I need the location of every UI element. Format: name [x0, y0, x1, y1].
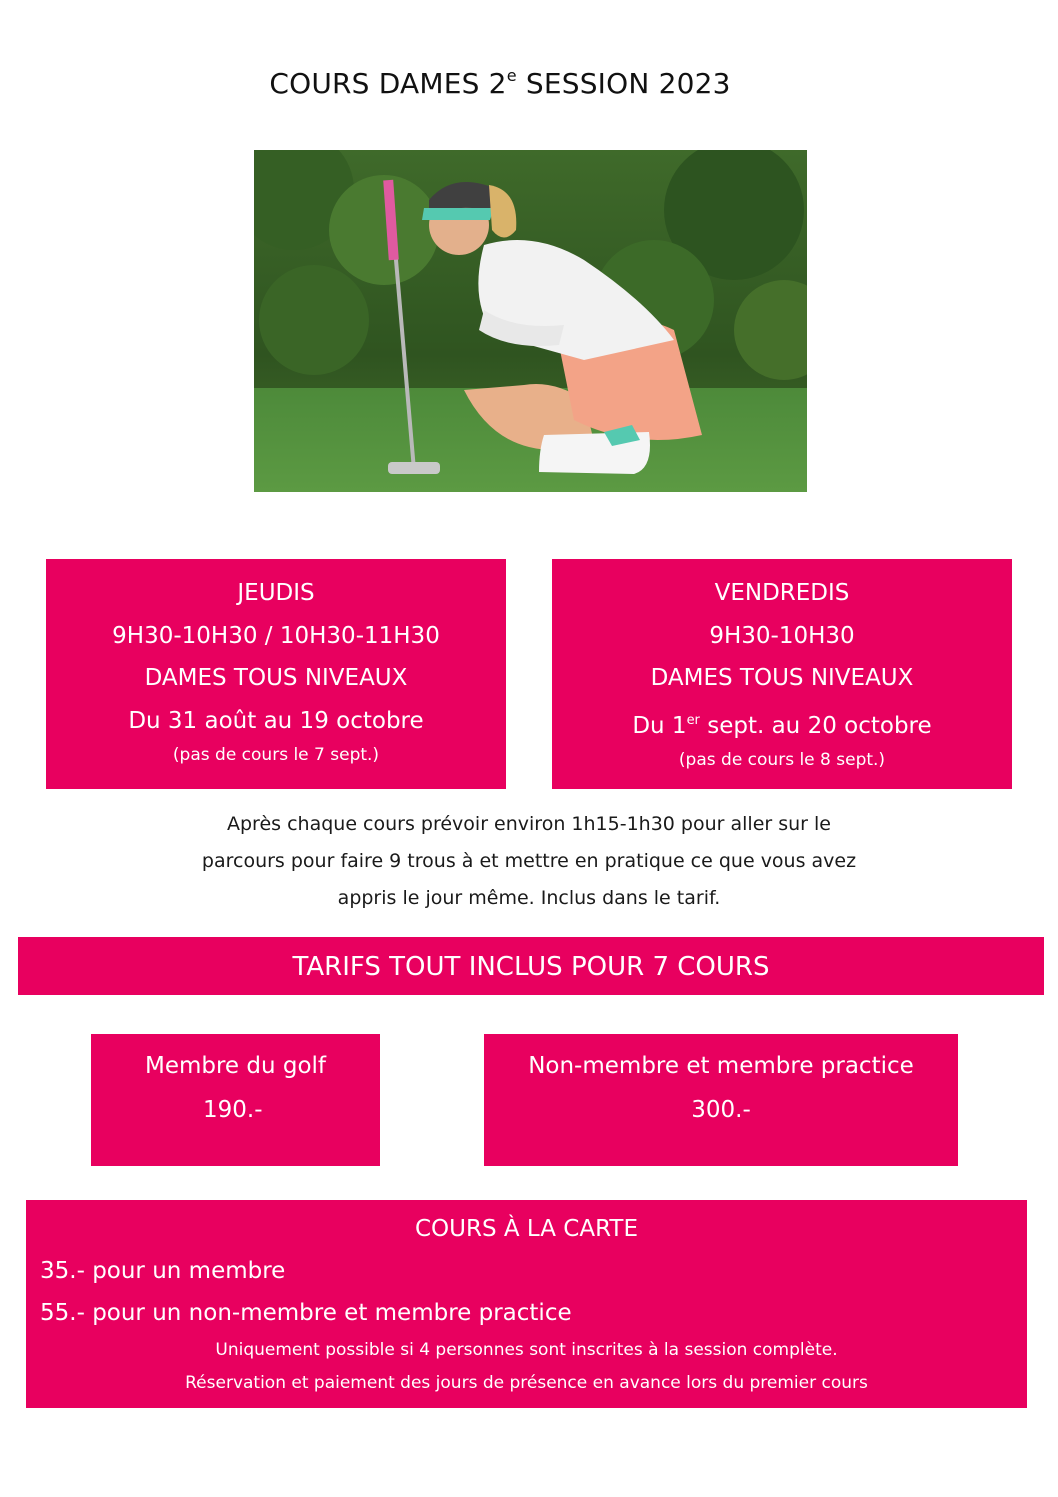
friday-dates: Du 1er sept. au 20 octobre: [632, 712, 932, 739]
friday-level: DAMES TOUS NIVEAUX: [650, 665, 914, 691]
thursday-dates: Du 31 août au 19 octobre: [128, 707, 424, 734]
friday-note: (pas de cours le 8 sept.): [678, 750, 886, 770]
thursday-hours: 9H30-10H30 / 10H30-11H30: [112, 622, 440, 649]
member-price-value: 190.-: [203, 1097, 263, 1123]
friday-day: VENDREDIS: [714, 580, 850, 606]
a-la-carte-nonmember: 55.- pour un non-membre et membre practice: [40, 1300, 572, 1326]
a-la-carte-title: COURS À LA CARTE: [414, 1216, 638, 1242]
member-price-label: Membre du golf: [144, 1053, 327, 1079]
page-title: COURS DAMES 2e SESSION 2023: [269, 66, 731, 100]
thursday-level: DAMES TOUS NIVEAUX: [144, 665, 408, 691]
golfer-photo-icon: [254, 150, 807, 492]
nonmember-price-value: 300.-: [691, 1097, 751, 1123]
a-la-carte-member: 35.- pour un membre: [40, 1258, 286, 1284]
friday-schedule-box: [552, 559, 1012, 789]
course-note: Après chaque cours prévoir environ 1h15-1h30 pour aller sur le parcours pour faire 9 trous à et mettre en pratique ce que vous avez appris le jour même. Inclus dans le tarif.: [201, 813, 857, 909]
member-price-box: [91, 1034, 380, 1166]
friday-hours: 9H30-10H30: [709, 622, 855, 649]
nonmember-price-label: Non-membre et membre practice: [528, 1053, 914, 1079]
nonmember-price-box: [484, 1034, 958, 1166]
thursday-day: JEUDIS: [237, 580, 315, 606]
thursday-schedule-box: [46, 559, 506, 789]
a-la-carte-condition: Uniquement possible si 4 personnes sont inscrites à la session complète.: [215, 1340, 838, 1360]
thursday-note: (pas de cours le 7 sept.): [172, 745, 380, 765]
a-la-carte-box: [26, 1200, 1027, 1408]
tarifs-banner: TARIFS TOUT INCLUS POUR 7 COURS: [18, 937, 1044, 995]
golfer-photo: [254, 150, 807, 492]
a-la-carte-payment: Réservation et paiement des jours de présence en avance lors du premier cours: [185, 1373, 868, 1393]
